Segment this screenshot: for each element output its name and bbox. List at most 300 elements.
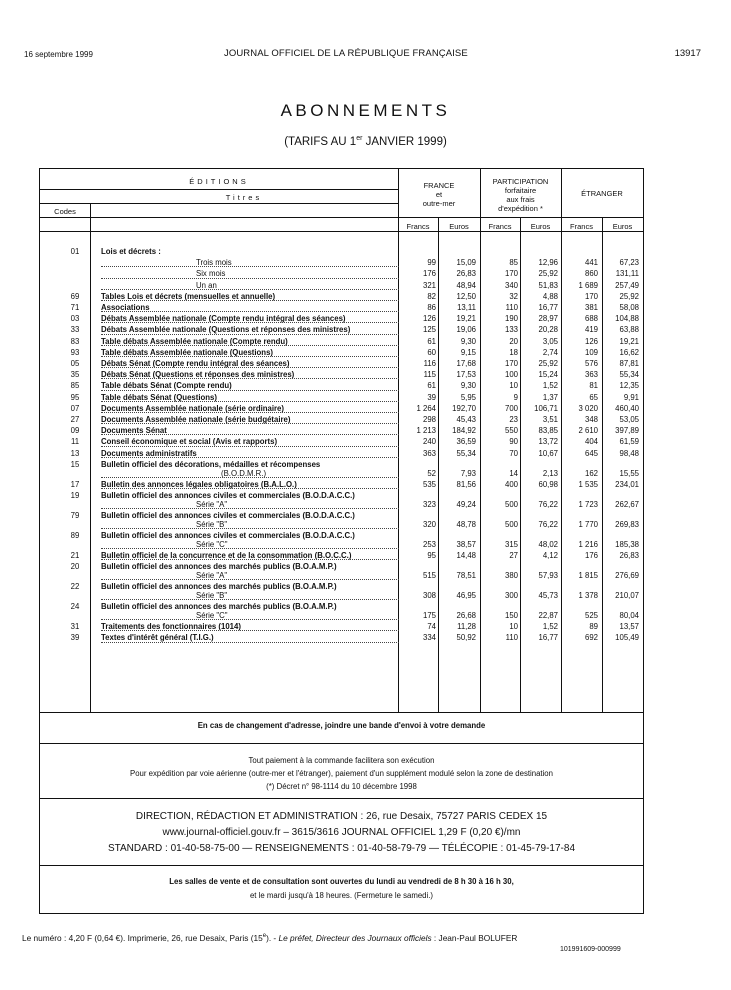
price-cell: 18 [509, 347, 518, 357]
price-cell: 340 [504, 280, 518, 290]
price-cell: 334 [422, 633, 436, 643]
row-code: 24 [70, 602, 80, 612]
price-cell: 185,38 [615, 540, 639, 549]
price-cell: 404 [584, 437, 598, 447]
direction-address: DIRECTION, RÉDACTION ET ADMINISTRATION : 26, rue Desaix, 75727 PARIS CEDEX 15 [135, 811, 548, 822]
footer-director-title: Le préfet, Directeur des Journaux officiels [278, 933, 432, 943]
direction-web: www.journal-officiel.gouv.fr – 3615/3616 JOURNAL OFFICIEL 1,29 F (0,20 €)/mn [162, 827, 521, 838]
price-cell: 25,92 [538, 359, 558, 368]
leader-dots [101, 599, 399, 600]
table-row [40, 551, 643, 562]
table-row [40, 491, 643, 511]
price-cell: 11,28 [457, 622, 476, 632]
price-cell: 81 [589, 381, 598, 391]
price-cell: 321 [422, 280, 436, 290]
subtitle-sup: er [356, 135, 363, 142]
table-row [40, 393, 643, 404]
price-cell: 110 [505, 303, 518, 312]
price-cell: 15,55 [619, 468, 639, 478]
price-cell: 13,57 [619, 622, 639, 632]
leader-dots [101, 434, 399, 435]
price-cell: 131,11 [615, 269, 639, 279]
price-cell: 22,87 [538, 611, 558, 621]
table-row [40, 381, 643, 392]
page-footer [22, 933, 517, 943]
row-title: Associations [101, 303, 150, 312]
participation-header-line: PARTICIPATION [492, 177, 549, 186]
price-cell: 2,74 [542, 347, 558, 357]
row-title: Débats Assemblée nationale (Questions et réponses des ministres) [101, 325, 351, 335]
footer-text: Le numéro : 4,20 F (0,64 €). Imprimerie, 26, rue Desaix, Paris (15 [22, 933, 263, 943]
price-cell: 2 610 [578, 426, 598, 436]
section-divider [40, 798, 643, 799]
row-title: Bulletin officiel des annonces civiles et commerciales (B.O.D.A.C.C.) [101, 491, 355, 500]
table-row [40, 325, 643, 336]
price-cell: 26,83 [456, 269, 476, 279]
row-title: Documents Sénat [101, 426, 167, 436]
price-cell: 51,83 [538, 280, 558, 290]
price-cell: 441 [584, 258, 598, 268]
price-cell: 83,85 [538, 426, 558, 436]
price-cell: 419 [584, 325, 598, 335]
price-cell: 257,49 [615, 280, 639, 290]
price-cell: 9,91 [623, 392, 639, 402]
price-cell: 170 [504, 269, 518, 279]
titres-header: Titres [225, 193, 263, 202]
price-cell: 12,50 [456, 291, 476, 301]
price-cell: 25,92 [538, 269, 558, 279]
price-cell: 63,88 [619, 325, 639, 335]
price-cell: 150 [504, 611, 518, 621]
row-code: 89 [70, 531, 80, 540]
price-cell: 65 [589, 392, 598, 402]
price-cell: 12,35 [619, 381, 639, 391]
leader-dots [101, 367, 399, 368]
price-cell: 397,89 [615, 426, 639, 436]
price-cell: 9 [513, 392, 518, 402]
price-cell: 27 [509, 551, 518, 560]
price-cell: 525 [584, 611, 598, 621]
row-title: Bulletin officiel des annonces des marchés publics (B.O.A.M.P.) [101, 582, 337, 592]
row-title: Tables Lois et décrets (mensuelles et annuelle) [101, 291, 276, 301]
row-code: 33 [70, 325, 80, 335]
price-cell: 176 [584, 551, 598, 560]
leader-dots [101, 412, 399, 413]
price-cell: 48,02 [538, 540, 558, 549]
row-code: 20 [70, 562, 80, 572]
price-cell: 308 [422, 591, 436, 601]
price-cell: 61 [427, 381, 436, 391]
price-cell: 104,88 [615, 314, 639, 324]
price-cell: 14 [509, 468, 518, 478]
price-cell: 46,95 [456, 591, 476, 601]
row-title: Série "B" [196, 520, 228, 529]
price-cell: 70 [509, 448, 518, 458]
direction-phones: STANDARD : 01-40-58-75-00 — RENSEIGNEMENTS : 01-40-58-79-79 — TÉLÉCOPIE : 01-45-79-17-84 [107, 843, 576, 854]
leader-dots [101, 423, 399, 424]
price-cell: 13,11 [457, 303, 476, 312]
price-cell: 400 [504, 479, 518, 489]
row-title: Série "C" [196, 540, 228, 549]
decree-note: (*) Décret n° 98-1114 du 10 décembre 1998 [266, 782, 417, 791]
price-cell: 692 [584, 633, 598, 643]
price-cell: 23 [509, 415, 518, 424]
leader-dots [101, 548, 399, 549]
leader-dots [101, 345, 399, 346]
table-row [40, 582, 643, 602]
france-header-line: et [435, 190, 443, 199]
leader-dots [101, 401, 399, 402]
leader-dots [101, 311, 399, 312]
subscription-box [39, 168, 644, 914]
price-cell: 4,88 [542, 291, 558, 301]
price-cell: 170 [584, 291, 598, 301]
leader-dots [101, 477, 399, 478]
price-cell: 175 [422, 611, 436, 621]
row-code: 95 [70, 392, 80, 402]
price-cell: 170 [504, 359, 518, 368]
sales-hours-2: et le mardi jusqu'à 18 heures. (Fermeture le samedi.) [249, 891, 434, 900]
price-cell: 87,81 [619, 359, 639, 368]
price-cell: 1 264 [416, 403, 436, 413]
table-row [40, 314, 643, 325]
leader-dots [101, 446, 399, 447]
change-address-notice: En cas de changement d'adresse, joindre une bande d'envoi à votre demande [197, 721, 486, 730]
table-row [40, 415, 643, 426]
payment-note-1: Tout paiement à la commande facilitera son exécution [248, 756, 435, 765]
row-divider [40, 203, 398, 204]
participation-header-line: aux frais [506, 195, 535, 204]
price-cell: 1,52 [542, 622, 558, 632]
price-cell: 500 [504, 500, 518, 509]
price-cell: 32 [509, 291, 518, 301]
unit-header: Euros [449, 222, 469, 231]
price-cell: 515 [422, 571, 436, 581]
participation-header-line: forfaitaire [504, 186, 537, 195]
row-divider [40, 231, 643, 232]
footer-director-name: : Jean-Paul BOLUFER [431, 933, 518, 943]
table-row [40, 460, 643, 480]
price-cell: 14,48 [456, 551, 476, 560]
leader-dots [101, 289, 399, 290]
price-cell: 110 [505, 633, 518, 643]
price-cell: 25,92 [619, 291, 639, 301]
row-title: Un an [196, 280, 217, 290]
row-title: Textes d'intérêt général (T.I.G.) [101, 633, 214, 643]
table-row [40, 480, 643, 491]
editions-header: ÉDITIONS [189, 177, 249, 186]
price-cell: 50,92 [456, 633, 476, 643]
subtitle-text: (TARIFS AU 1 [284, 135, 357, 148]
row-code: 19 [70, 491, 80, 500]
price-cell: 9,15 [460, 347, 476, 357]
row-title: Table débats Sénat (Questions) [101, 392, 217, 402]
price-cell: 1 535 [578, 479, 598, 489]
price-cell: 53,05 [619, 415, 639, 424]
row-title: Série "C" [196, 611, 228, 621]
price-cell: 460,40 [615, 403, 639, 413]
price-cell: 85 [509, 258, 518, 268]
price-cell: 363 [584, 370, 598, 380]
row-code: 39 [70, 633, 80, 643]
row-code: 09 [70, 426, 80, 436]
price-cell: 234,01 [615, 479, 639, 489]
price-cell: 10,67 [538, 448, 558, 458]
price-cell: 363 [422, 448, 436, 458]
row-code: 85 [70, 381, 80, 391]
price-cell: 1 689 [578, 280, 598, 290]
price-cell: 576 [584, 359, 598, 368]
row-code: 27 [70, 415, 80, 424]
page-number: 13917 [674, 48, 701, 59]
table-row [40, 247, 643, 258]
price-cell: 86 [427, 303, 436, 312]
participation-header [480, 177, 561, 213]
row-code: 35 [70, 370, 80, 380]
row-code: 21 [70, 551, 80, 560]
leader-dots [101, 334, 399, 335]
price-cell: 3,05 [542, 336, 558, 346]
price-cell: 315 [504, 540, 518, 549]
price-cell: 78,51 [456, 571, 476, 581]
row-title: Trois mois [196, 258, 232, 268]
price-cell: 15,09 [456, 258, 476, 268]
leader-dots [101, 356, 399, 357]
row-title: Six mois [196, 269, 226, 279]
price-cell: 74 [427, 622, 436, 632]
header-date: 16 septembre 1999 [24, 50, 93, 59]
price-cell: 10 [509, 381, 518, 391]
table-row [40, 511, 643, 531]
table-row [40, 269, 643, 280]
sales-hours-1: Les salles de vente et de consultation sont ouvertes du lundi au vendredi de 8 h 30 à 16 h 30, [169, 877, 514, 886]
leader-dots [101, 266, 399, 267]
table-row [40, 348, 643, 359]
price-cell: 1 770 [578, 520, 598, 529]
etranger-header: ÉTRANGER [581, 189, 623, 198]
price-cell: 7,93 [460, 468, 476, 478]
price-cell: 98,48 [619, 448, 639, 458]
row-title: Série "A" [196, 500, 228, 509]
payment-note-2: Pour expédition par voie aérienne (outre-mer et l'étranger), paiement d'un supplément modulé selon la zone de destination [130, 769, 553, 778]
section-divider [40, 865, 643, 866]
price-cell: 380 [504, 571, 518, 581]
price-cell: 320 [422, 520, 436, 529]
row-title: Série "A" [196, 571, 228, 581]
price-cell: 60,98 [538, 479, 558, 489]
price-cell: 45,43 [456, 415, 476, 424]
table-row [40, 359, 643, 370]
price-cell: 1 723 [578, 500, 598, 509]
price-cell: 90 [509, 437, 518, 447]
table-row [40, 281, 643, 292]
row-code: 15 [70, 459, 80, 469]
price-cell: 3 020 [578, 403, 598, 413]
price-cell: 253 [422, 540, 436, 549]
price-cell: 58,08 [619, 303, 639, 312]
row-title: Table débats Sénat (Compte rendu) [101, 381, 232, 391]
subtitle-text-end: JANVIER 1999) [362, 135, 447, 148]
price-cell: 192,70 [452, 403, 476, 413]
price-cell: 126 [584, 336, 598, 346]
price-cell: 48,78 [456, 520, 476, 529]
price-cell: 300 [504, 591, 518, 601]
footer-sup: e [262, 933, 267, 940]
price-cell: 1 815 [578, 571, 598, 581]
table-row [40, 531, 643, 551]
leader-dots [101, 508, 399, 509]
price-cell: 55,34 [619, 370, 639, 380]
row-code: 17 [70, 479, 80, 489]
row-title: Débats Sénat (Questions et réponses des ministres) [101, 370, 295, 380]
price-cell: 61 [427, 336, 436, 346]
footer-reference: 101991609-000999 [560, 946, 621, 953]
price-cell: 20,28 [538, 325, 558, 335]
unit-header: Francs [488, 222, 512, 231]
price-cell: 49,24 [456, 500, 476, 509]
price-cell: 12,96 [538, 258, 558, 268]
table-row [40, 633, 643, 644]
price-cell: 95 [427, 551, 436, 560]
leader-dots [101, 642, 399, 643]
price-cell: 80,04 [619, 611, 639, 621]
leader-dots [101, 579, 399, 580]
price-cell: 16,77 [538, 633, 558, 643]
price-cell: 9,30 [460, 381, 476, 391]
price-cell: 38,57 [456, 540, 476, 549]
row-code: 01 [70, 247, 80, 256]
price-cell: 105,49 [615, 633, 639, 643]
price-cell: 16,77 [538, 303, 558, 312]
price-cell: 19,21 [456, 314, 476, 324]
price-cell: 176 [422, 269, 436, 279]
price-cell: 500 [504, 520, 518, 529]
france-header-line: FRANCE [423, 181, 455, 190]
row-title: Bulletin des annonces légales obligatoires (B.A.L.O.) [101, 479, 297, 489]
row-divider [40, 189, 398, 190]
price-cell: 4,12 [542, 551, 558, 560]
price-cell: 26,68 [456, 611, 476, 621]
price-cell: 116 [423, 359, 436, 368]
row-title: Lois et décrets : [101, 247, 161, 256]
price-cell: 9,30 [460, 336, 476, 346]
price-cell: 190 [504, 314, 518, 324]
row-code: 03 [70, 314, 80, 324]
table-row [40, 437, 643, 448]
price-cell: 36,59 [456, 437, 476, 447]
row-code: 93 [70, 347, 80, 357]
unit-header: Francs [570, 222, 593, 231]
price-cell: 52 [427, 468, 436, 478]
price-cell: 109 [584, 347, 598, 357]
price-cell: 298 [422, 415, 436, 424]
price-cell: 133 [504, 325, 518, 335]
leader-dots [101, 488, 399, 489]
unit-header: Francs [406, 222, 430, 231]
row-code: 05 [70, 359, 80, 368]
row-title: (B.O.D.M.R.) [221, 468, 267, 478]
table-row [40, 370, 643, 381]
price-cell: 1 213 [416, 426, 436, 436]
page-subtitle [0, 135, 731, 148]
row-title: Série "B" [196, 591, 228, 601]
row-title: Bulletin officiel des annonces des marchés publics (B.O.A.M.P.) [101, 562, 337, 572]
leader-dots [101, 619, 399, 620]
price-cell: 89 [589, 622, 598, 632]
row-code: 22 [70, 582, 80, 592]
price-cell: 162 [584, 468, 598, 478]
participation-header-line: d'expédition * [498, 204, 543, 213]
price-cell: 535 [422, 479, 436, 489]
leader-dots [101, 559, 399, 560]
price-cell: 45,73 [538, 591, 558, 601]
row-title: Débats Assemblée nationale (Compte rendu intégral des séances) [101, 314, 346, 324]
row-title: Bulletin officiel des décorations, médailles et récompenses [101, 459, 321, 469]
row-code: 83 [70, 336, 80, 346]
price-cell: 3,51 [542, 415, 558, 424]
price-cell: 81,56 [456, 479, 476, 489]
row-code: 31 [70, 622, 80, 632]
row-code: 71 [70, 303, 80, 312]
price-cell: 100 [504, 370, 518, 380]
price-cell: 17,53 [456, 370, 476, 380]
row-code: 13 [70, 448, 80, 458]
table-row [40, 303, 643, 314]
price-cell: 700 [504, 403, 518, 413]
price-cell: 276,69 [615, 571, 639, 581]
rates-table [40, 169, 643, 713]
price-cell: 67,23 [619, 258, 639, 268]
price-cell: 126 [422, 314, 436, 324]
price-cell: 688 [584, 314, 598, 324]
price-cell: 381 [584, 303, 598, 312]
leader-dots [101, 390, 399, 391]
price-cell: 19,06 [456, 325, 476, 335]
price-cell: 323 [422, 500, 436, 509]
row-title: Bulletin officiel des annonces civiles et commerciales (B.O.D.A.C.C.) [101, 531, 355, 540]
price-cell: 15,24 [538, 370, 558, 380]
leader-dots [101, 322, 399, 323]
price-cell: 82 [427, 291, 436, 301]
price-cell: 26,83 [619, 551, 639, 560]
table-row [40, 404, 643, 415]
price-cell: 106,71 [534, 403, 558, 413]
price-cell: 1 378 [578, 591, 598, 601]
table-row [40, 292, 643, 303]
row-title: Bulletin officiel des annonces civiles et commerciales (B.O.D.A.C.C.) [101, 511, 355, 520]
price-cell: 550 [504, 426, 518, 436]
price-cell: 10 [509, 622, 518, 632]
row-title: Traitements des fonctionnaires (1014) [101, 622, 241, 632]
header-journal-title: JOURNAL OFFICIEL DE LA RÉPUBLIQUE FRANÇAISE [224, 48, 468, 59]
footer-text: ). - [266, 933, 279, 943]
price-cell: 19,21 [619, 336, 639, 346]
row-title: Documents administratifs [101, 448, 197, 458]
row-title: Documents Assemblée nationale (série budgétaire) [101, 415, 291, 424]
page-header [24, 48, 707, 64]
table-row [40, 562, 643, 582]
row-code: 07 [70, 403, 80, 413]
price-cell: 125 [422, 325, 436, 335]
section-divider [40, 743, 643, 744]
price-cell: 61,59 [619, 437, 639, 447]
france-header-line: outre-mer [422, 199, 456, 208]
price-cell: 1,37 [542, 392, 558, 402]
price-cell: 57,93 [538, 571, 558, 581]
price-cell: 99 [427, 258, 436, 268]
codes-header: Codes [54, 207, 76, 216]
table-row [40, 426, 643, 437]
